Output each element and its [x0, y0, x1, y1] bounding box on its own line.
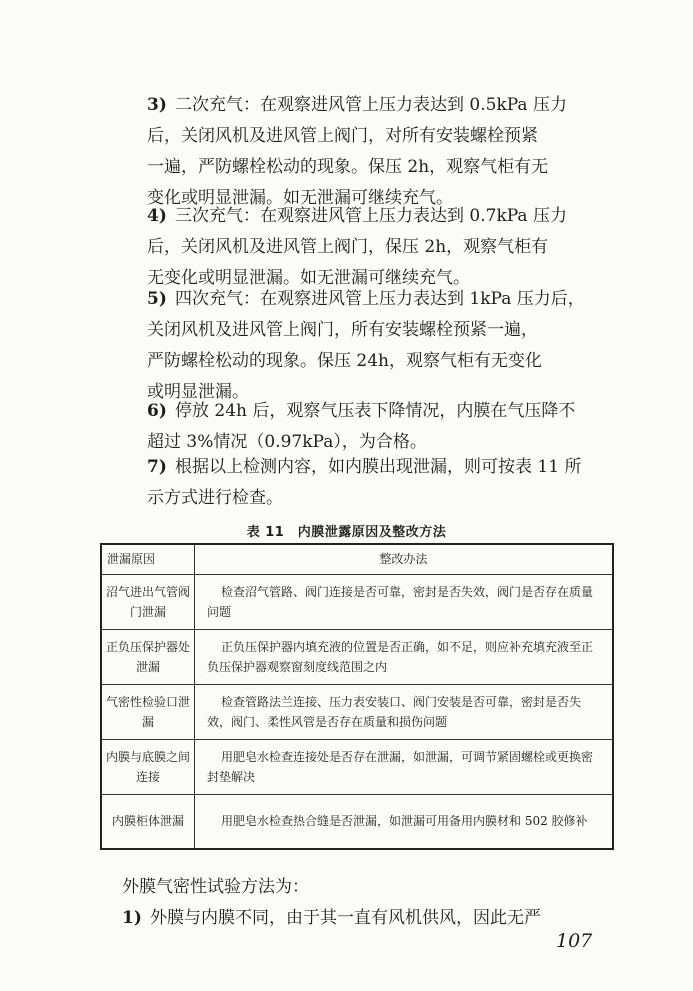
step-line: 关闭风机及进风管上阀门，所有安装螺栓预紧一遍， [147, 320, 538, 340]
fix-cell: 检查沼气管路、阀门连接是否可靠，密封是否失效，阀门是否存在质量问题 [195, 574, 614, 629]
step-line: 后，关闭风机及进风管上阀门，对所有安装螺栓预紧 [147, 126, 538, 146]
step-number: 7) [147, 457, 167, 477]
step-number: 4) [147, 206, 167, 226]
step-6 [147, 396, 615, 458]
step-line: 四次充气：在观察进风管上压力表达到 1kPa 压力后， [175, 289, 585, 309]
step-line: 二次充气：在观察进风管上压力表达到 0.5kPa 压力 [175, 95, 567, 115]
step-line: 或明显泄漏。 [147, 382, 249, 402]
table-caption: 表 11 内膜泄露原因及整改方法 [246, 525, 447, 540]
fix-cell: 用肥皂水检查连接处是否存在泄漏，如泄漏，可调节紧固螺栓或更换密封垫解决 [195, 739, 614, 794]
leak-table [100, 543, 614, 850]
step-line: 三次充气：在观察进风管上压力表达到 0.7kPa 压力 [175, 206, 567, 226]
step-number: 1) [122, 908, 142, 928]
table-row [101, 739, 613, 794]
header-cause: 泄漏原因 [101, 544, 195, 574]
outer-step-1 [122, 903, 615, 934]
step-line: 变化或明显泄漏。如无泄漏可继续充气。 [147, 188, 453, 208]
step-line: 后，关闭风机及进风管上阀门，保压 2h，观察气柜有 [147, 237, 549, 257]
step-line: 无变化或明显泄漏。如无泄漏可继续充气。 [147, 268, 470, 288]
step-line: 严防螺栓松动的现象。保压 24h，观察气柜有无变化 [147, 351, 542, 371]
page-number: 107 [556, 930, 593, 952]
step-7 [147, 452, 615, 514]
table-row [101, 629, 613, 684]
cause-cell: 内膜与底膜之间连接 [101, 739, 195, 794]
step-line: 根据以上检测内容，如内膜出现泄漏，则可按表 11 所 [175, 457, 582, 477]
step-line: 超过 3%情况（0.97kPa），为合格。 [147, 432, 427, 452]
step-3 [147, 90, 615, 214]
header-fix: 整改办法 [195, 544, 614, 574]
fix-cell: 正负压保护器内填充液的位置是否正确，如不足，则应补充填充液至正负压保护器观察窗刻度线范围之内 [195, 629, 614, 684]
step-line: 示方式进行检查。 [147, 488, 283, 508]
cause-cell: 气密性检验口泄漏 [101, 684, 195, 739]
table-row [101, 794, 613, 849]
step-line: 外膜与内膜不同，由于其一直有风机供风，因此无严 [150, 908, 541, 928]
fix-cell: 检查管路法兰连接、压力表安装口、阀门安装是否可靠，密封是否失效，阀门、柔性风管是否存在质量和损伤问题 [195, 684, 614, 739]
table-row [101, 684, 613, 739]
fix-cell: 用肥皂水检查热合缝是否泄漏，如泄漏可用备用内膜材和 502 胶修补 [195, 794, 614, 849]
step-4 [147, 201, 615, 294]
step-line: 一遍，严防螺栓松动的现象。保压 2h，观察气柜有无 [147, 157, 549, 177]
step-5 [147, 284, 615, 408]
step-line: 停放 24h 后，观察气压表下降情况，内膜在气压降不 [175, 401, 576, 421]
step-number: 5) [147, 289, 167, 309]
step-number: 3) [147, 95, 167, 115]
outer-membrane-intro: 外膜气密性试验方法为： [122, 877, 309, 897]
cause-cell: 内膜柜体泄漏 [101, 794, 195, 849]
cause-cell: 正负压保护器处泄漏 [101, 629, 195, 684]
table-header-row [101, 544, 613, 574]
step-number: 6) [147, 401, 167, 421]
table-row [101, 574, 613, 629]
cause-cell: 沼气进出气管阀门泄漏 [101, 574, 195, 629]
